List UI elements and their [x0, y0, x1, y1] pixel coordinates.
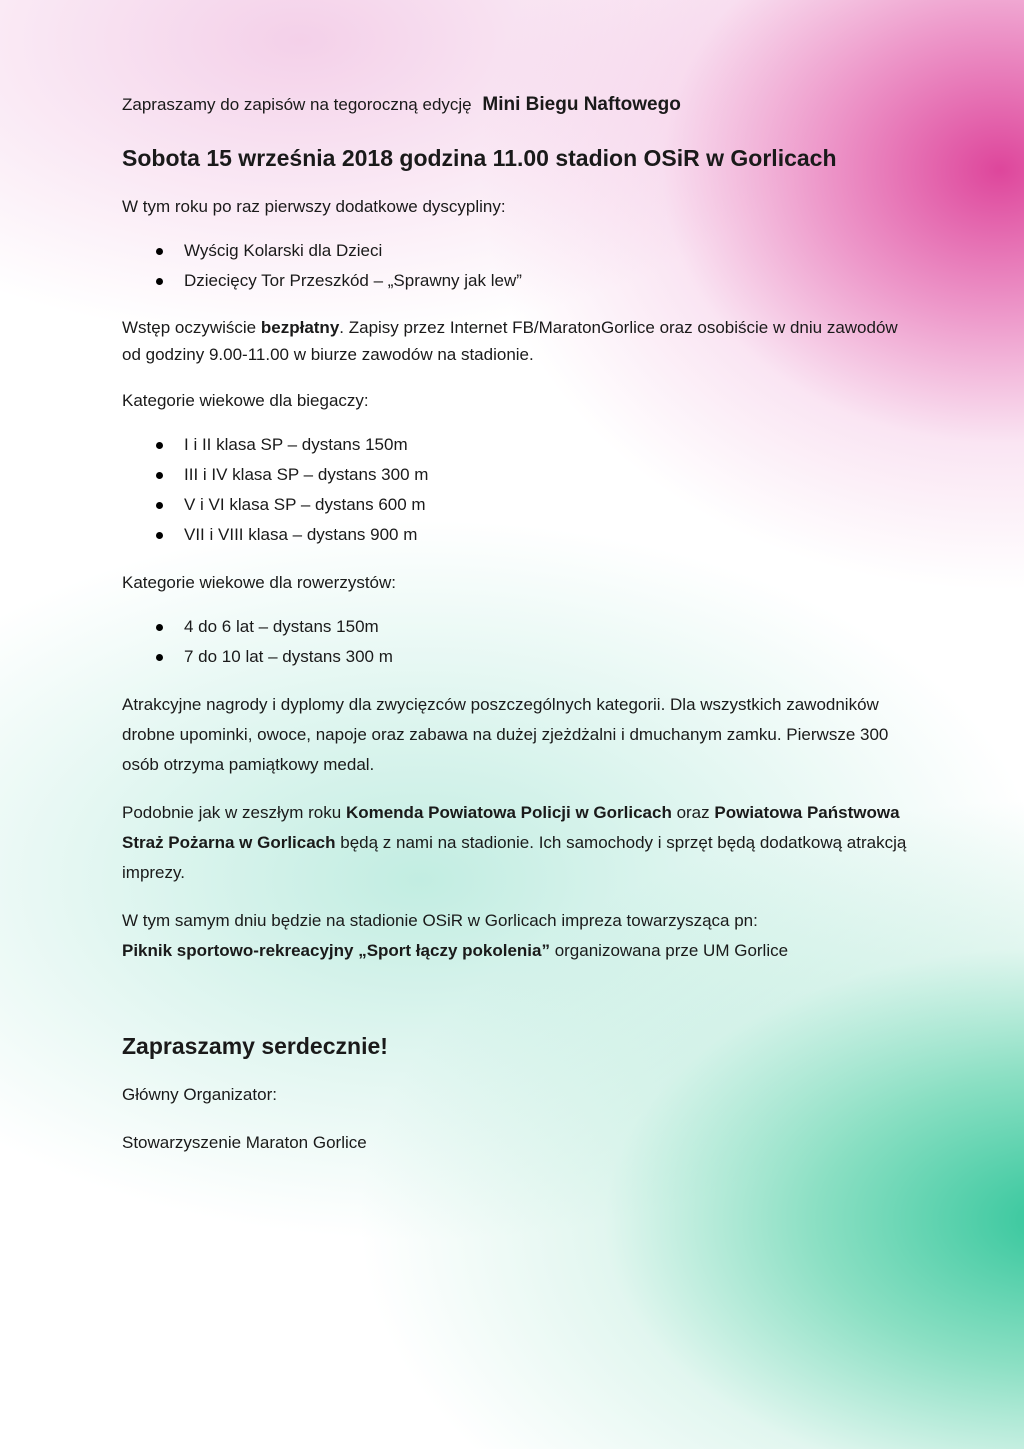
services-text: będą z nami na stadionie. Ich samochody i sprzęt będą dodatkową atrakcją imprezy. [122, 833, 907, 882]
prizes-paragraph: Atrakcyjne nagrody i dyplomy dla zwycięzców poszczególnych kategorii. Dla wszystkich zawodników drobne upominki, owoce, napoje oraz zabawa na dużej zjeżdżalni i dmuchanym zamku. Pierwsze 300 osób otrzyma pamiątkowy medal. [122, 695, 889, 774]
list-item-text: V i VI klasa SP – dystans 600 m [184, 495, 426, 514]
list-item-text: Wyścig Kolarski dla Dzieci [184, 241, 383, 260]
list-item-text: I i II klasa SP – dystans 150m [184, 435, 408, 454]
registration-text: Wstęp oczywiście [122, 318, 261, 337]
intro-text: Zapraszamy do zapisów na tegoroczną edycję [122, 95, 472, 114]
fire-service-name: Powiatowa Państwowa Straż Pożarna w Gorlicach [122, 803, 900, 852]
bullet-icon [156, 472, 163, 479]
services-text: oraz [671, 803, 715, 822]
event-name: Mini Biegu Naftowego [482, 94, 681, 115]
runners-list [122, 430, 912, 550]
list-item-text: 7 do 10 lat – dystans 300 m [184, 647, 393, 666]
picnic-name: Piknik sportowo-rekreacyjny „Sport łączy pokolenia” [122, 941, 550, 960]
event-headline: Sobota 15 września 2018 godzina 11.00 stadion OSiR w Gorlicach [122, 145, 837, 171]
picnic-organizer: organizowana prze UM Gorlice [549, 941, 789, 960]
list-item [122, 520, 912, 550]
bullet-icon [156, 624, 163, 631]
list-item-text: 4 do 6 lat – dystans 150m [184, 617, 379, 636]
list-item [122, 490, 912, 520]
bullet-icon [156, 278, 163, 285]
list-item [122, 460, 912, 490]
bullet-icon [156, 532, 163, 539]
cyclists-lead: Kategorie wiekowe dla rowerzystów: [122, 573, 397, 592]
list-item-text: VII i VIII klasa – dystans 900 m [184, 525, 418, 544]
list-item-text: Dziecięcy Tor Przeszkód – „Sprawny jak lew” [184, 271, 522, 290]
services-text: Podobnie jak w zeszłym roku [122, 803, 346, 822]
registration-details: . Zapisy przez Internet FB/MaratonGorlice oraz osobiście w dniu zawodów od godziny 9.00-11.00 w biurze zawodów na stadionie. [122, 318, 898, 364]
list-item [122, 430, 912, 460]
list-item [122, 266, 912, 296]
closing-heading: Zapraszamy serdecznie! [122, 1033, 388, 1059]
bullet-icon [156, 442, 163, 449]
list-item [122, 236, 912, 266]
bullet-icon [156, 248, 163, 255]
organizer-label: Główny Organizator: [122, 1085, 277, 1104]
new-disciplines-lead: W tym roku po raz pierwszy dodatkowe dyscypliny: [122, 197, 506, 216]
organizer-name: Stowarzyszenie Maraton Gorlice [122, 1133, 367, 1152]
runners-lead: Kategorie wiekowe dla biegaczy: [122, 391, 369, 410]
bullet-icon [156, 502, 163, 509]
registration-paragraph [122, 314, 912, 368]
cyclists-list [122, 612, 912, 672]
police-name: Komenda Powiatowa Policji w Gorlicach [345, 803, 672, 822]
picnic-intro: W tym samym dniu będzie na stadionie OSiR w Gorlicach impreza towarzysząca pn: [122, 911, 758, 930]
picnic-paragraph [122, 906, 912, 966]
intro-line [122, 90, 912, 120]
list-item [122, 612, 912, 642]
list-item [122, 642, 912, 672]
bullet-icon [156, 654, 163, 661]
free-entry-label: bezpłatny [260, 318, 340, 337]
services-paragraph [122, 798, 912, 888]
list-item-text: III i IV klasa SP – dystans 300 m [184, 465, 429, 484]
flyer-content [122, 90, 912, 1158]
new-disciplines-list [122, 236, 912, 296]
